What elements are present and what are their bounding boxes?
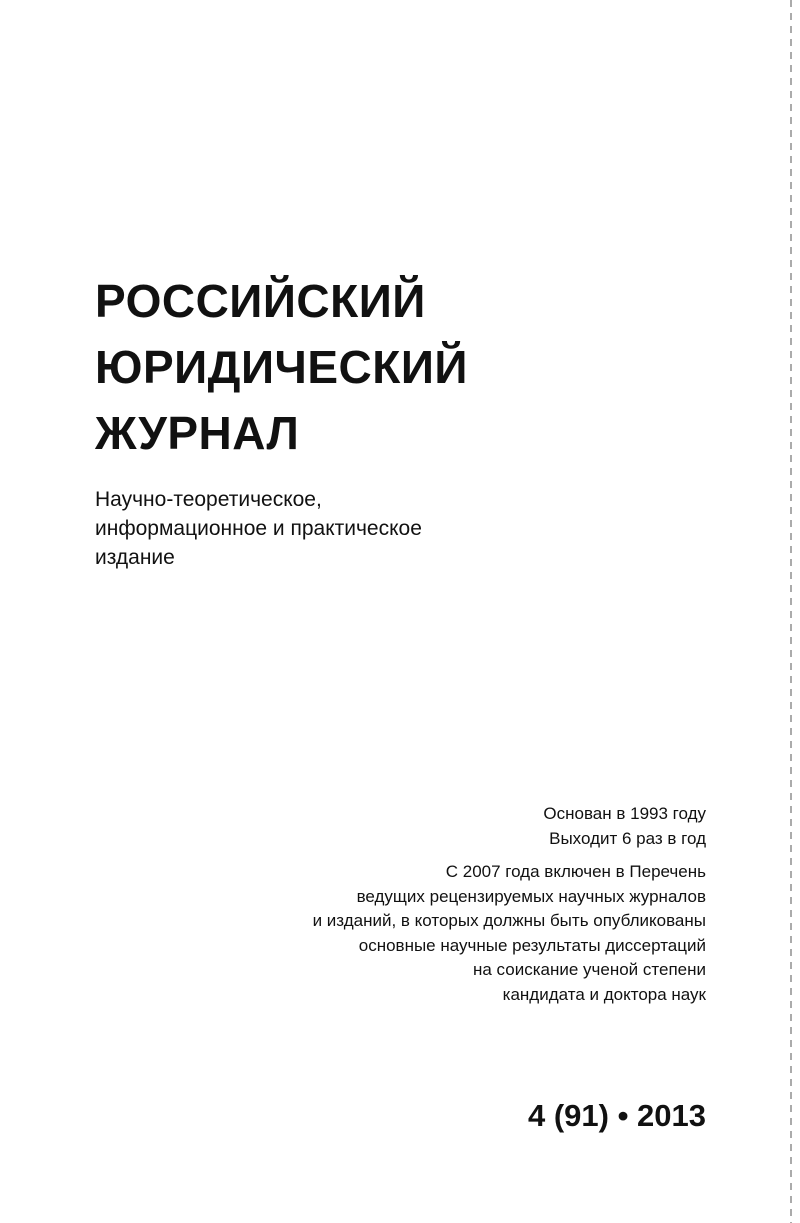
journal-title-line: ЮРИДИЧЕСКИЙ [95, 341, 468, 393]
subtitle-line: издание [95, 546, 175, 569]
listing-line: ведущих рецензируемых научных журналов [356, 886, 706, 906]
founded-text: Основан в 1993 году [543, 804, 706, 823]
frequency-text: Выходит 6 раз в год [549, 828, 706, 848]
subtitle-line: информационное и практическое [95, 517, 422, 540]
info-spacer [313, 851, 706, 860]
subtitle-line: Научно-теоретическое, [95, 488, 322, 511]
listing-line: на соискание ученой степени [472, 960, 706, 979]
journal-title-line: ЖУРНАЛ [95, 407, 300, 459]
journal-title-line: РОССИЙСКИЙ [95, 275, 426, 327]
listing-line: и изданий, в которых должны быть опубликованы [312, 911, 706, 930]
publication-info [313, 802, 706, 1007]
listing-line: кандидата и доктора наук [502, 984, 706, 1004]
issue-number: 4 (91) • 2013 [527, 1098, 706, 1133]
listing-line: С 2007 года включен в Перечень [445, 862, 706, 881]
journal-title [95, 268, 468, 466]
scan-edge-divider [790, 0, 792, 1223]
listing-line: основные научные результаты диссертаций [358, 935, 706, 955]
journal-subtitle [95, 485, 422, 572]
